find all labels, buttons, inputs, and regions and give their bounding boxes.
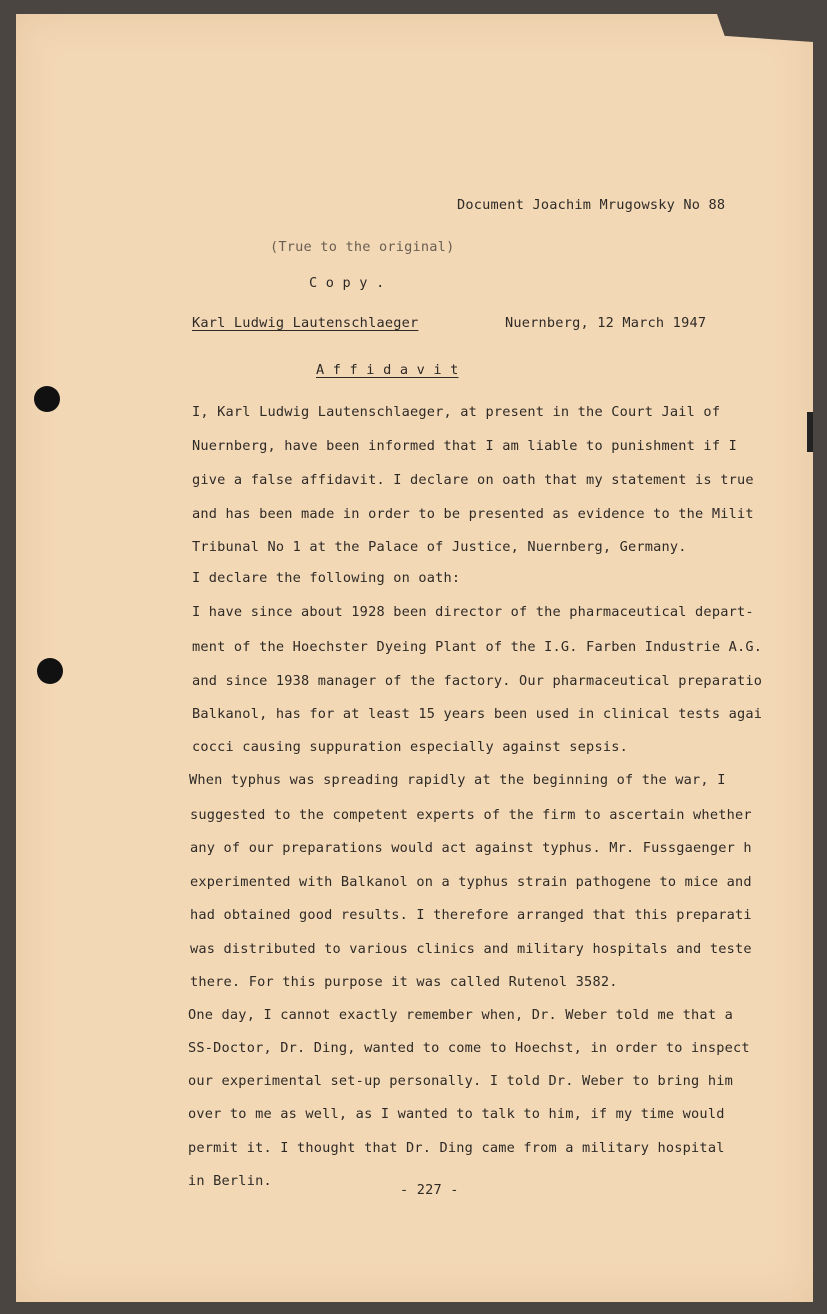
body-line: had obtained good results. I therefore arranged that this preparati: [190, 907, 752, 923]
body-line: any of our preparations would act against typhus. Mr. Fussgaenger h: [190, 840, 752, 856]
original-note: (True to the original): [270, 239, 455, 255]
body-line: permit it. I thought that Dr. Ding came from a military hospital: [188, 1140, 725, 1156]
document-page: [16, 14, 813, 1302]
body-line: cocci causing suppuration especially against sepsis.: [192, 739, 628, 755]
punch-hole-top: [34, 386, 60, 412]
document-title: A f f i d a v i t: [316, 362, 459, 378]
body-line: there. For this purpose it was called Rutenol 3582.: [190, 974, 618, 990]
punch-hole-bottom: [37, 658, 63, 684]
body-line: I, Karl Ludwig Lautenschlaeger, at present in the Court Jail of: [192, 404, 721, 420]
body-line: in Berlin.: [188, 1173, 272, 1189]
body-line: Balkanol, has for at least 15 years been used in clinical tests agai: [192, 706, 763, 722]
body-line: Nuernberg, have been informed that I am liable to punishment if I: [192, 438, 737, 454]
body-line: I have since about 1928 been director of the pharmaceutical depart-: [192, 604, 754, 620]
body-line: was distributed to various clinics and military hospitals and teste: [190, 941, 752, 957]
author-name: Karl Ludwig Lautenschlaeger: [192, 315, 419, 331]
body-line: SS-Doctor, Dr. Ding, wanted to come to Hoechst, in order to inspect: [188, 1040, 750, 1056]
copy-label: C o p y .: [309, 275, 385, 291]
body-line: experimented with Balkanol on a typhus strain pathogene to mice and: [190, 874, 752, 890]
body-line: Tribunal No 1 at the Palace of Justice, Nuernberg, Germany.: [192, 539, 687, 555]
body-line: I declare the following on oath:: [192, 570, 461, 586]
page-number: - 227 -: [400, 1182, 459, 1198]
body-line: and since 1938 manager of the factory. Our pharmaceutical preparatio: [192, 673, 763, 689]
body-line: suggested to the competent experts of the firm to ascertain whether: [190, 807, 752, 823]
body-line: ment of the Hoechster Dyeing Plant of the I.G. Farben Industrie A.G.: [192, 639, 763, 655]
body-line: over to me as well, as I wanted to talk to him, if my time would: [188, 1106, 725, 1122]
place-date: Nuernberg, 12 March 1947: [505, 315, 707, 331]
edge-mark: [807, 412, 813, 452]
body-line: and has been made in order to be presented as evidence to the Milit: [192, 506, 754, 522]
body-line: give a false affidavit. I declare on oath that my statement is true: [192, 472, 754, 488]
torn-corner: [717, 14, 813, 42]
body-line: One day, I cannot exactly remember when, Dr. Weber told me that a: [188, 1007, 733, 1023]
body-line: our experimental set-up personally. I told Dr. Weber to bring him: [188, 1073, 733, 1089]
document-number: Document Joachim Mrugowsky No 88: [457, 197, 726, 213]
body-line: When typhus was spreading rapidly at the beginning of the war, I: [189, 772, 726, 788]
